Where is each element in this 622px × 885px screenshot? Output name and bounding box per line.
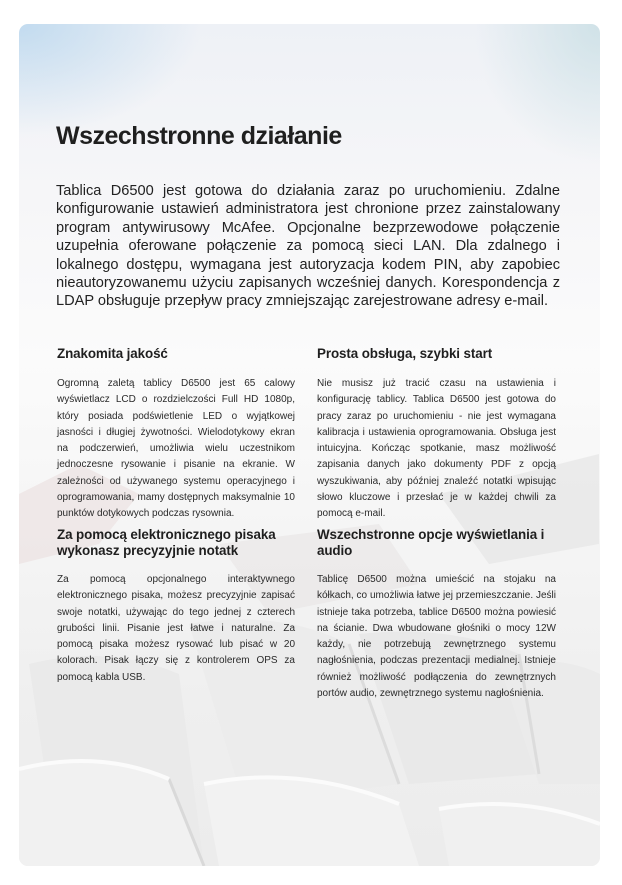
section-body-quality: Ogromną zaletą tablicy D6500 jest 65 calowy wyświetlacz LCD o rozdzielczości Full HD 1080p, który posiada podświetlenie LED o wyjątkowej jasności i długiej żywotności. Wielodotykowy ekran na podczerwień, umożliwia wielu uczestnikom jednoczesne rysowanie i pisanie na ekranie. W zależności od używanego systemu operacyjnego i oprogramowania, mamy dostępnych maksymalnie 10 punktów dotykowych podczas rysownia. [57, 378, 295, 520]
intro-paragraph: Tablica D6500 jest gotowa do działania zaraz po uruchomieniu. Zdalne konfigurowanie ustawień administratora jest chronione przez zainstalowany program antywirusowy McAfee. Opcjonalne bezprzewodowe połączenie uzupełnia oferowane połączenie za pomocą sieci LAN. Dla zdalnego i lokalnego dostępu, wymagana jest autoryzacja kodem PIN, aby zapobiec nieautoryzowanemu użyciu zapisanych wcześniej danych. Korespondencja z LDAP obsługuje przepływ pracy zmniejszając zarejestrowane adresy e-mail. [56, 183, 560, 310]
section-body-display-audio: Tablicę D6500 można umieścić na stojaku na kółkach, co umożliwia łatwe jej przemieszczanie. Jeśli istnieje taka potrzeba, tablice D6500 można powiesić na ścianie. Dwa wbudowane głośniki o mocy 12W każdy, nie potrzebują zewnętrznego systemu nagłośnienia, podczas prezentacji medialnej. Istnieje również możliwość podłączenia do zewnętrznych portów audio, zewnętrznego systemu nagłośnienia. [317, 574, 556, 700]
section-heading-easy-start: Prosta obsługa, szybki start [317, 346, 493, 361]
section-heading-display-audio: Wszechstronne opcje wyświetlania i audio [317, 527, 545, 558]
brochure-page [19, 24, 600, 866]
section-heading-quality: Znakomita jakość [57, 346, 168, 361]
section-heading-pen: Za pomocą elektronicznego pisaka wykonasz precyzyjnie notatk [57, 527, 276, 558]
page-title: Wszechstronne działanie [56, 122, 342, 150]
section-body-pen: Za pomocą opcjonalnego interaktywnego elektronicznego pisaka, możesz precyzyjnie zapisać swoje notatki, używając do tego jednej z czterech grubości linii. Pisanie jest łatwe i naturalne. Za pomocą pisaka możesz rysować lub pisać w 20 kolorach. Pisak łączy się z kontrolerem OPS za pomocą kabla USB. [57, 574, 295, 683]
section-body-easy-start: Nie musisz już tracić czasu na ustawienia i konfigurację tablicy. Tablica D6500 jest gotowa do pracy zaraz po uruchomieniu - nie jest wymagana kalibracja i ustawienia oprogramowania. Obsługa jest intuicyjna. Kończąc spotkanie, masz możliwość zapisania danych jako dokumenty PDF z opcją wyszukiwania, aby później znaleźć notatki wpisując słowo kluczowe i przesłać je w każdej chwili za pomocą e-mail. [317, 378, 556, 520]
page-content [19, 24, 600, 866]
